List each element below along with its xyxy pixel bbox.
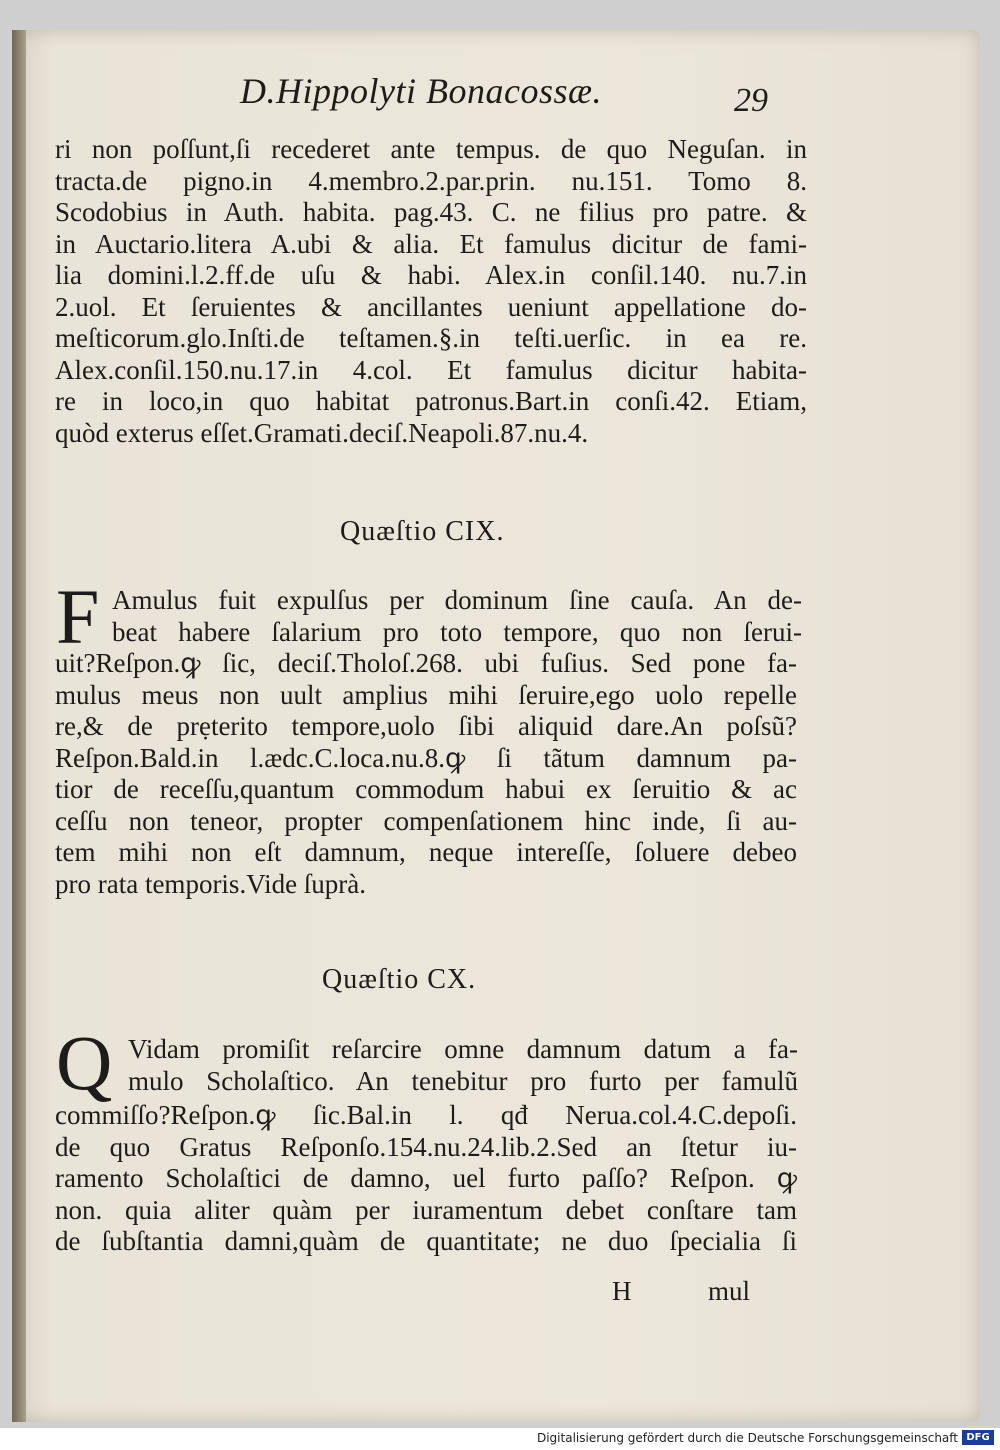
text-line: tem mihi non eſt damnum, neque intereſſe, ſoluere debeo (55, 837, 797, 867)
text-line: Scodobius in Auth. habita. pag.43. C. ne filius pro patre. & (55, 197, 807, 227)
page-number: 29 (734, 82, 768, 119)
text-line: lia domini.l.2.ff.de uſu & habi. Alex.in conſil.140. nu.7.in (55, 260, 807, 290)
paragraph-1 (55, 134, 807, 449)
paragraph-2 (55, 648, 797, 900)
digitization-credit: Digitalisierung gefördert durch die Deutsche Forschungsgemeinschaft (536, 1431, 958, 1445)
paragraph-2-indented (112, 585, 802, 648)
text-line: Alex.conſil.150.nu.17.in 4.col. Et famulus dicitur habita- (55, 354, 807, 385)
dfg-logo: DFG (962, 1430, 994, 1445)
text-line: mulus meus non uult amplius mihi ſeruire,ego uolo repelle (55, 679, 797, 710)
text-line: tracta.de pigno.in 4.membro.2.par.prin. nu.151. Tomo 8. (55, 165, 807, 196)
drop-cap-f: F (56, 573, 100, 660)
text-line: re in loco,in quo habitat patronus.Bart.in conſi.42. Etiam, (55, 386, 807, 416)
text-line: Reſpon.Bald.in l.ædc.C.loca.nu.8.ꝙ ſi tãtum damnum pa- (55, 742, 797, 773)
drop-cap-q: Q (56, 1019, 113, 1106)
text-line: meſticorum.glo.Inſti.de teſtamen.§.in teſti.uerſic. in ea re. (55, 323, 807, 353)
text-line: commiſſo?Reſpon.ꝙ ſic.Bal.in l. qđ Nerua.col.4.C.depoſi. (55, 1100, 797, 1130)
text-line: Vidam promiſit reſarcire omne damnum datum a fa- (128, 1034, 798, 1064)
text-line: re,& de prẹterito tempore,uolo ſibi aliquid dare.An poſsũ? (55, 711, 797, 741)
text-line: quòd exterus eſſet.Gramati.deciſ.Neapoli.87.nu.4. (55, 417, 589, 448)
text-line: beat habere ſalarium pro toto tempore, quo non ſerui- (112, 616, 802, 647)
book-binding-edge (12, 30, 26, 1422)
text-line: mulo Scholaſtico. An tenebitur pro furto per famulũ (128, 1065, 798, 1096)
text-line: de ſubſtantia damni,quàm de quantitate; ne duo ſpecialia ſi (55, 1226, 797, 1256)
signature-mark: H (612, 1276, 632, 1306)
text-line: tior de receſſu,quantum commodum habui ex ſeruitio & ac (55, 774, 797, 804)
text-line: in Auctario.litera A.ubi & alia. Et famulus dicitur de fami- (55, 228, 807, 259)
paragraph-3 (55, 1100, 797, 1258)
text-line: non. quia aliter quàm per iuramentum debet conſtare tam (55, 1194, 797, 1225)
question-heading-cx: Quæſtio CX. (322, 964, 477, 995)
text-line: 2.uol. Et ſeruientes & ancillantes ueniunt appellatione do- (55, 291, 807, 322)
catchword: mul (708, 1276, 751, 1306)
text-line: de quo Gratus Reſponſo.154.nu.24.lib.2.Sed an ſtetur iu- (55, 1131, 797, 1162)
text-line: pro rata temporis.Vide ſuprà. (55, 868, 367, 899)
running-head-title: D.Hippolyti Bonacossæ. (240, 71, 602, 111)
text-line: ramento Scholaſtici de damno, uel furto paſſo? Reſpon. ꝙ (55, 1163, 797, 1193)
paragraph-3-indented (128, 1034, 798, 1097)
question-heading-cix: Quæſtio CIX. (340, 516, 505, 547)
text-line: ceſſu non teneor, propter compenſationem hinc inde, ſi au- (55, 805, 797, 836)
text-line: ri non poſſunt,ſi recederet ante tempus. de quo Neguſan. in (55, 134, 807, 164)
text-line: Amulus fuit expulſus per dominum ſine cauſa. An de- (112, 585, 802, 615)
text-line: uit?Reſpon.ꝙ ſic, deciſ.Tholoſ.268. ubi fuſius. Sed pone fa- (55, 648, 797, 678)
